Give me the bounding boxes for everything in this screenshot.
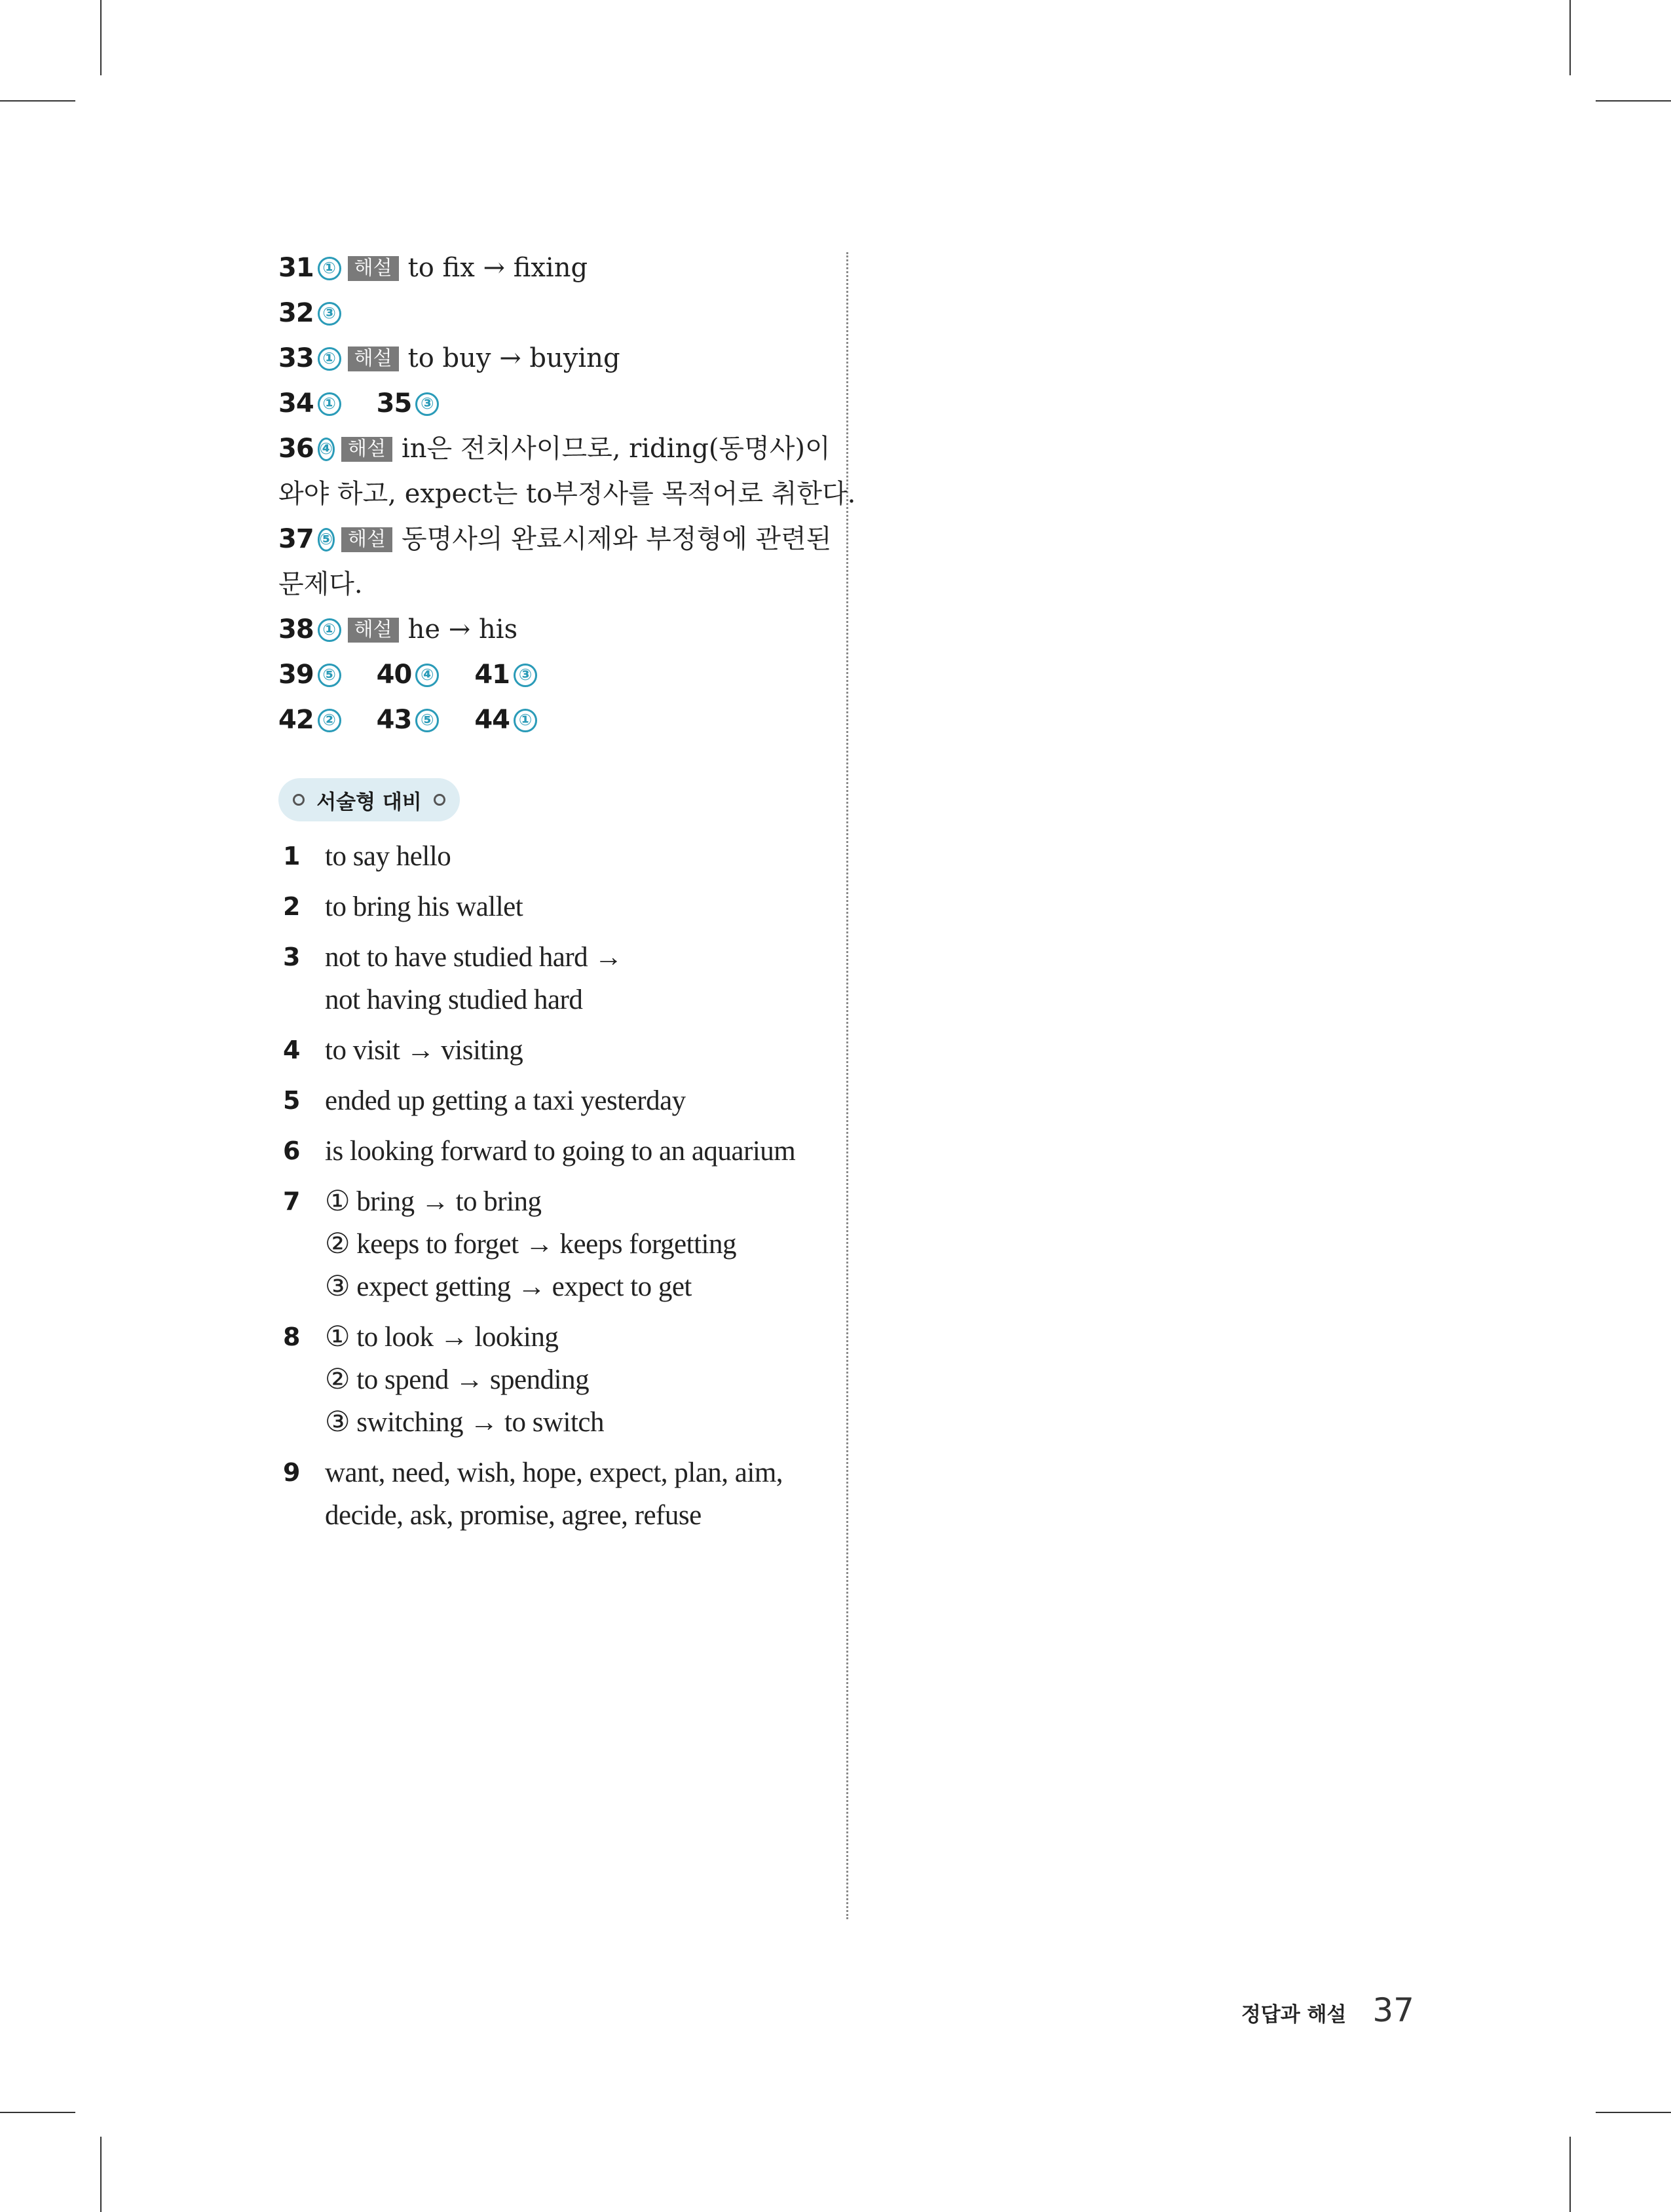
answer-row <box>278 607 816 652</box>
crop-mark <box>0 100 75 102</box>
answer-row <box>278 517 832 562</box>
item-line: not to have studied hard → <box>325 942 622 973</box>
answer-choice: ① <box>318 257 341 280</box>
item-number: 9 <box>283 1458 301 1487</box>
crop-mark <box>1569 2137 1571 2212</box>
writing-item <box>283 1316 820 1444</box>
item-line: ended up getting a taxi yesterday <box>325 1085 686 1116</box>
answer-row <box>278 426 831 472</box>
explanation-badge: 해설 <box>341 437 392 462</box>
explanation-badge: 해설 <box>348 256 399 281</box>
item-text <box>325 1180 820 1308</box>
question-number: 35 <box>376 388 412 419</box>
crop-mark <box>100 0 102 75</box>
answer-choice: ⑤ <box>415 709 439 732</box>
writing-item <box>283 936 820 1021</box>
question-number: 42 <box>278 705 314 735</box>
question-number: 34 <box>278 388 314 419</box>
writing-item <box>283 1180 820 1308</box>
item-number: 7 <box>283 1187 301 1216</box>
answer-choice: ① <box>318 618 341 642</box>
bullet-icon <box>434 794 445 806</box>
answer-choice: ⑤ <box>318 528 335 552</box>
item-text <box>325 1316 820 1444</box>
item-line: to bring his wallet <box>325 891 523 922</box>
crop-mark <box>1569 0 1571 75</box>
item-line: to visit → visiting <box>325 1035 523 1066</box>
crop-mark <box>1596 100 1671 102</box>
item-number: 8 <box>283 1322 301 1351</box>
page-footer <box>1241 1991 1414 2029</box>
item-number: 2 <box>283 892 301 921</box>
item-line: ② keeps to forget → keeps forgetting <box>325 1229 736 1260</box>
question-number: 38 <box>278 614 314 645</box>
item-line: ② to spend → spending <box>325 1364 590 1395</box>
answer-choice: ④ <box>318 438 335 461</box>
question-number: 44 <box>474 705 510 735</box>
explanation-text: in은 전치사이므로, riding(동명사)이 <box>401 434 831 464</box>
answer-choice: ③ <box>514 664 537 687</box>
writing-answer-list <box>283 835 820 1545</box>
item-number: 6 <box>283 1136 301 1165</box>
question-number: 40 <box>376 660 412 690</box>
item-line: to say hello <box>325 841 451 872</box>
writing-item <box>283 835 820 878</box>
explanation-text: 동명사의 완료시제와 부정형에 관련된 <box>401 524 832 554</box>
answer-row <box>278 698 816 743</box>
answer-row <box>278 336 816 381</box>
item-text <box>325 936 820 1021</box>
crop-mark <box>0 2112 75 2113</box>
answer-choice: ③ <box>318 302 341 326</box>
item-line: want, need, wish, hope, expect, plan, aim, <box>325 1457 783 1488</box>
question-number: 43 <box>376 705 412 735</box>
item-text <box>325 1452 820 1537</box>
writing-item <box>283 1130 820 1172</box>
explanation-badge: 해설 <box>348 347 399 371</box>
explanation-text: he → his <box>407 614 518 645</box>
item-line: ① bring → to bring <box>325 1186 542 1217</box>
explanation-text: to fix → fixing <box>407 253 588 283</box>
item-number: 3 <box>283 943 301 971</box>
section-title: 서술형 대비 <box>316 790 422 814</box>
answer-choice: ② <box>318 709 341 732</box>
answer-choice: ⑤ <box>318 664 341 687</box>
section-heading <box>278 778 460 821</box>
answer-choice: ① <box>514 709 537 732</box>
question-number: 31 <box>278 253 314 283</box>
item-text <box>325 835 820 878</box>
item-text <box>325 1029 820 1072</box>
item-line: ③ expect getting → expect to get <box>325 1271 692 1302</box>
question-number: 41 <box>474 660 510 690</box>
explanation-badge: 해설 <box>348 618 399 643</box>
explanation-badge: 해설 <box>341 527 392 552</box>
crop-mark <box>1596 2112 1671 2113</box>
writing-item <box>283 886 820 928</box>
question-number: 37 <box>278 524 314 554</box>
answer-row <box>278 652 816 698</box>
bullet-icon <box>293 794 305 806</box>
footer-label: 정답과 해설 <box>1241 2003 1347 2027</box>
writing-item <box>283 1029 820 1072</box>
question-number: 36 <box>278 434 314 464</box>
item-line: ③ switching → to switch <box>325 1407 604 1438</box>
item-number: 5 <box>283 1086 301 1115</box>
writing-item <box>283 1079 820 1122</box>
page-number: 37 <box>1372 1991 1414 2029</box>
answer-row <box>278 246 816 291</box>
question-number: 32 <box>278 298 314 328</box>
question-number: 39 <box>278 660 314 690</box>
explanation-text: to buy → buying <box>407 343 620 373</box>
answer-choice: ① <box>318 347 341 371</box>
crop-mark <box>100 2137 102 2212</box>
answer-choice: ③ <box>415 392 439 416</box>
answer-row <box>278 291 816 336</box>
item-text <box>325 886 820 928</box>
answer-choice: ① <box>318 392 341 416</box>
item-line: is looking forward to going to an aquarium <box>325 1136 796 1167</box>
answer-list <box>278 246 856 743</box>
item-text <box>325 1079 820 1122</box>
explanation-continuation: 와야 하고, expect는 to부정사를 목적어로 취한다. <box>278 479 856 509</box>
item-number: 1 <box>283 842 301 871</box>
item-text <box>325 1130 820 1172</box>
writing-item <box>283 1452 820 1537</box>
explanation-continuation: 문제다. <box>278 569 363 599</box>
answer-choice: ④ <box>415 664 439 687</box>
item-number: 4 <box>283 1036 301 1064</box>
item-line: not having studied hard <box>325 984 583 1015</box>
question-number: 33 <box>278 343 314 373</box>
item-line: decide, ask, promise, agree, refuse <box>325 1500 702 1531</box>
answer-row <box>278 381 816 426</box>
item-line: ① to look → looking <box>325 1322 559 1353</box>
